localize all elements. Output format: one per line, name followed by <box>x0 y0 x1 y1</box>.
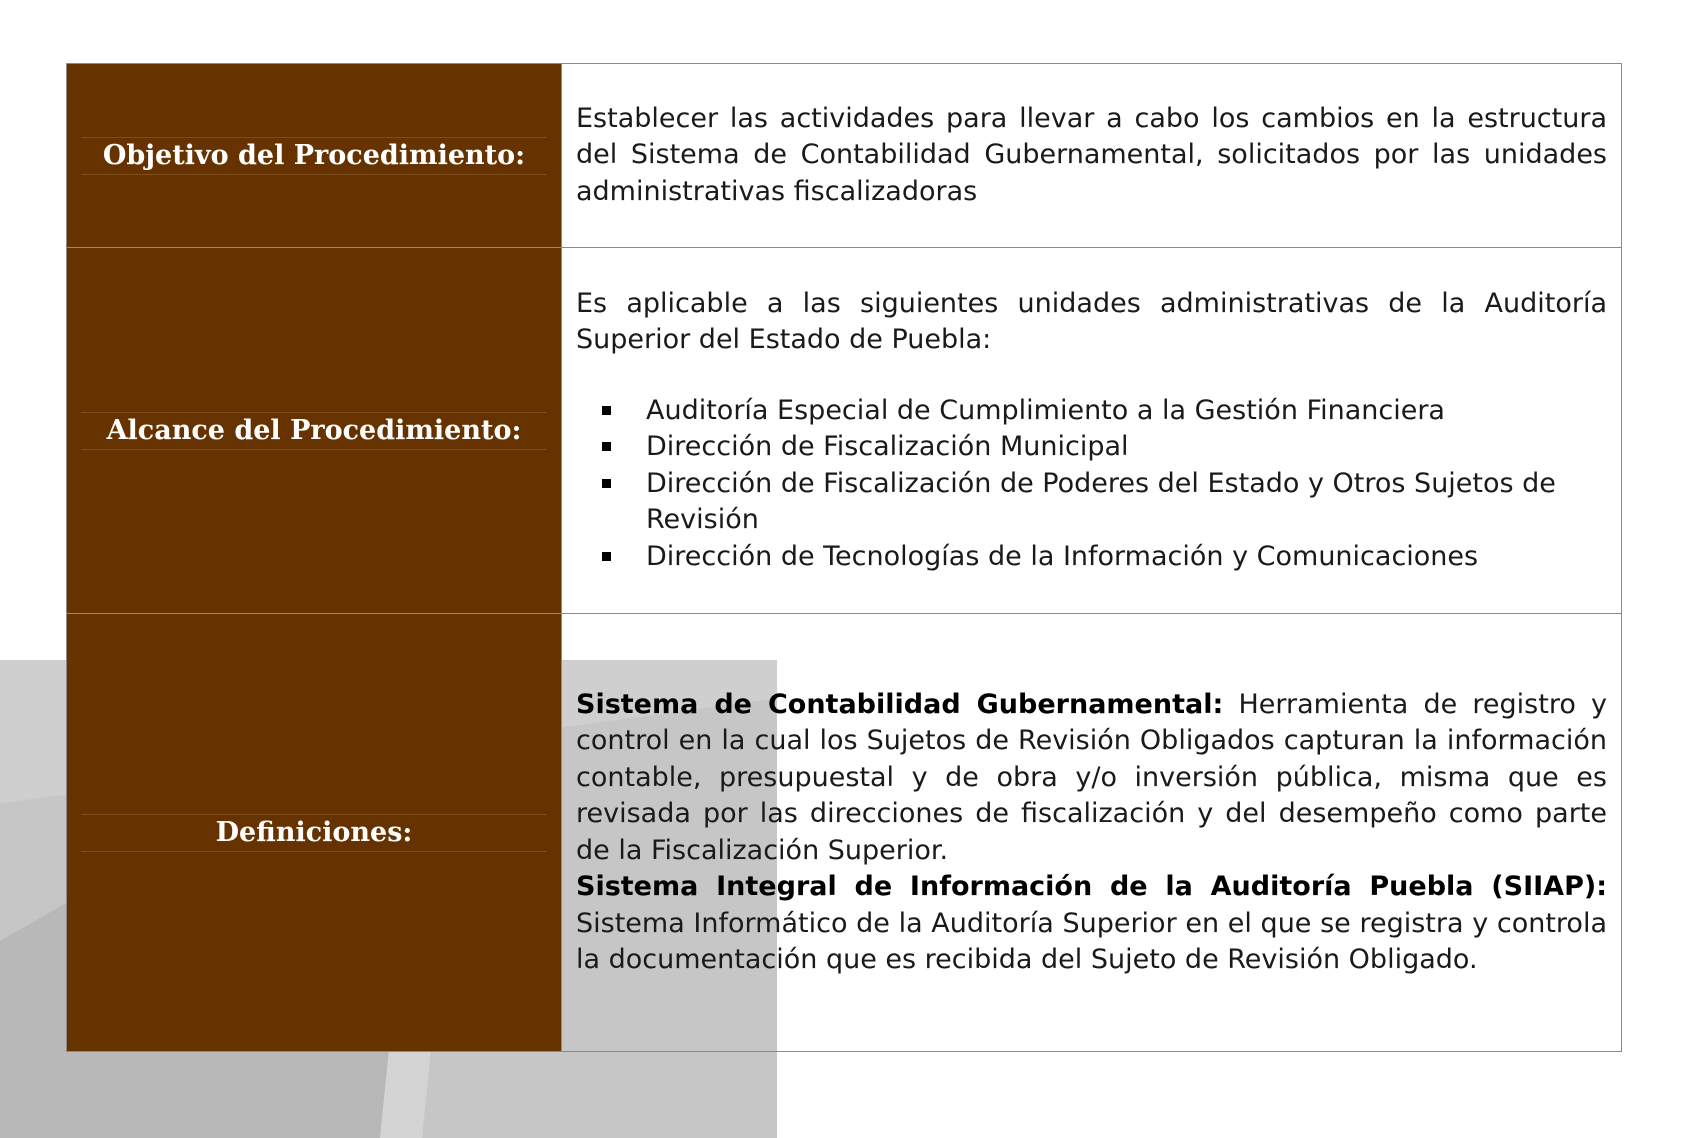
list-item <box>602 539 1607 576</box>
list-item-text: Auditoría Especial de Cumplimiento a la Gestión Financiera <box>646 394 1445 426</box>
objetivo-label: Objetivo del Procedimiento: <box>81 137 547 175</box>
procedure-table <box>66 63 1622 1052</box>
square-bullet-icon <box>602 552 611 561</box>
alcance-label: Alcance del Procedimiento: <box>81 412 547 450</box>
definiciones-row <box>67 614 1622 1052</box>
alcance-intro: Es aplicable a las siguientes unidades administrativas de la Auditoría Superior del Estado de Puebla: <box>576 287 1607 356</box>
list-item-text: Dirección de Fiscalización de Poderes del Estado y Otros Sujetos de Revisión <box>646 467 1556 536</box>
objetivo-text: Establecer las actividades para llevar a cabo los cambios en la estructura del Sistema de Contabilidad Gubernamental, solicitados por las unidades administrativas fiscalizadoras <box>576 102 1607 207</box>
definiciones-label: Definiciones: <box>81 814 547 852</box>
definition-term: Sistema de Contabilidad Gubernamental: <box>576 688 1224 720</box>
square-bullet-icon <box>602 442 611 451</box>
definition-term: Sistema Integral de Información de la Auditoría Puebla (SIIAP): <box>576 871 1607 902</box>
objetivo-row <box>67 64 1622 248</box>
square-bullet-icon <box>602 479 611 488</box>
alcance-row <box>67 248 1622 614</box>
alcance-list <box>576 393 1607 576</box>
definiciones-label-cell <box>67 614 562 1052</box>
square-bullet-icon <box>602 406 611 415</box>
definiciones-content-cell <box>562 614 1622 1052</box>
objetivo-label-cell <box>67 64 562 248</box>
list-item-text: Dirección de Tecnologías de la Información y Comunicaciones <box>646 540 1479 572</box>
list-item <box>602 393 1607 430</box>
alcance-content-cell <box>562 248 1622 614</box>
list-item <box>602 429 1607 466</box>
definition-entry <box>576 687 1607 870</box>
definition-text: Herramienta de registro y control en la cual los Sujetos de Revisión Obligados capturan la información contable, presupuestal y de obra y/o inversión pública, misma que es revisada por las direcciones de fiscalización y del desempeño como parte de la Fiscalización Superior. <box>576 688 1607 866</box>
definition-text: Sistema Informático de la Auditoría Superior en el que se registra y controla la documentación que es recibida del Sujeto de Revisión Obligado. <box>576 907 1607 975</box>
objetivo-content-cell <box>562 64 1622 248</box>
alcance-label-cell <box>67 248 562 614</box>
definition-entry <box>576 869 1607 979</box>
list-item <box>602 466 1607 539</box>
list-item-text: Dirección de Fiscalización Municipal <box>646 431 1129 463</box>
